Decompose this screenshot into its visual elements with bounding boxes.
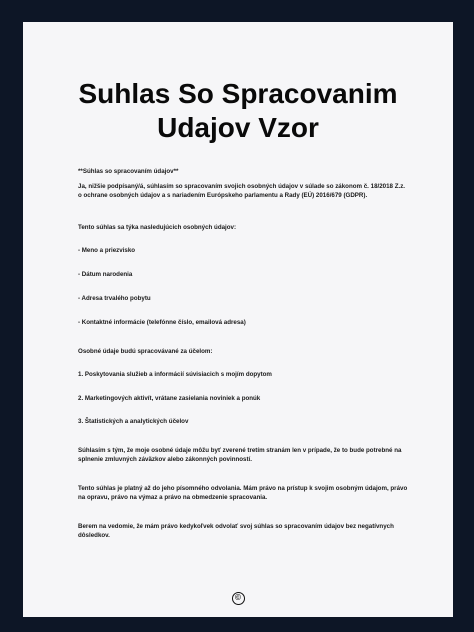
copyright-icon: © xyxy=(232,592,245,605)
purpose-item-marketing: 2. Marketingových aktivít, vrátane zasielania noviniek a ponúk xyxy=(78,395,261,402)
document-page xyxy=(23,22,453,617)
document-body xyxy=(78,167,408,540)
purpose-item-services: 1. Poskytovania služieb a informácií súvisiacich s mojím dopytom xyxy=(78,371,272,378)
data-item-birthdate: - Dátum narodenia xyxy=(78,271,133,278)
consent-heading: **Súhlas so spracovaním údajov** xyxy=(78,168,179,175)
validity-paragraph: Tento súhlas je platný až do jeho písomného odvolania. Mám právo na prístup k svojim osobným údajom, právo na opravu, právo na výmaz a právo na obmedzenie spracovania. xyxy=(78,485,408,501)
title-line-1: Suhlas So Spracovanim xyxy=(78,78,398,109)
intro-paragraph: Ja, nižšie podpísaný/á, súhlasím so spracovaním svojich osobných údajov v súlade so zákonom č. 18/2018 Z.z. o ochrane osobných údajov a s nariadením Európskeho parlamentu a Rady (EÚ) 2016/679 (GDPR). xyxy=(78,183,406,199)
data-item-name: - Meno a priezvisko xyxy=(78,247,136,254)
title-line-2: Udajov Vzor xyxy=(157,112,319,143)
purpose-heading: Osobné údaje budú spracovávané za účelom: xyxy=(78,348,213,355)
data-item-contact: - Kontaktné informácie (telefónne číslo, emailová adresa) xyxy=(78,319,246,326)
data-item-address: - Adresa trvalého pobytu xyxy=(78,295,151,302)
third-party-paragraph: Súhlasím s tým, že moje osobné údaje môžu byť zverené tretím stranám len v prípade, že to bude potrebné na splnenie zmluvných záväzkov alebo zákonných povinností. xyxy=(78,447,402,463)
copyright-mark xyxy=(23,587,453,605)
document-title xyxy=(23,77,453,145)
withdraw-paragraph: Berem na vedomie, že mám právo kedykoľvek odvolať svoj súhlas so spracovaním údajov bez negatívnych dôsledkov. xyxy=(78,523,394,539)
purpose-item-statistics: 3. Štatistických a analytických účelov xyxy=(78,418,189,425)
data-heading: Tento súhlas sa týka nasledujúcich osobných údajov: xyxy=(78,224,237,231)
